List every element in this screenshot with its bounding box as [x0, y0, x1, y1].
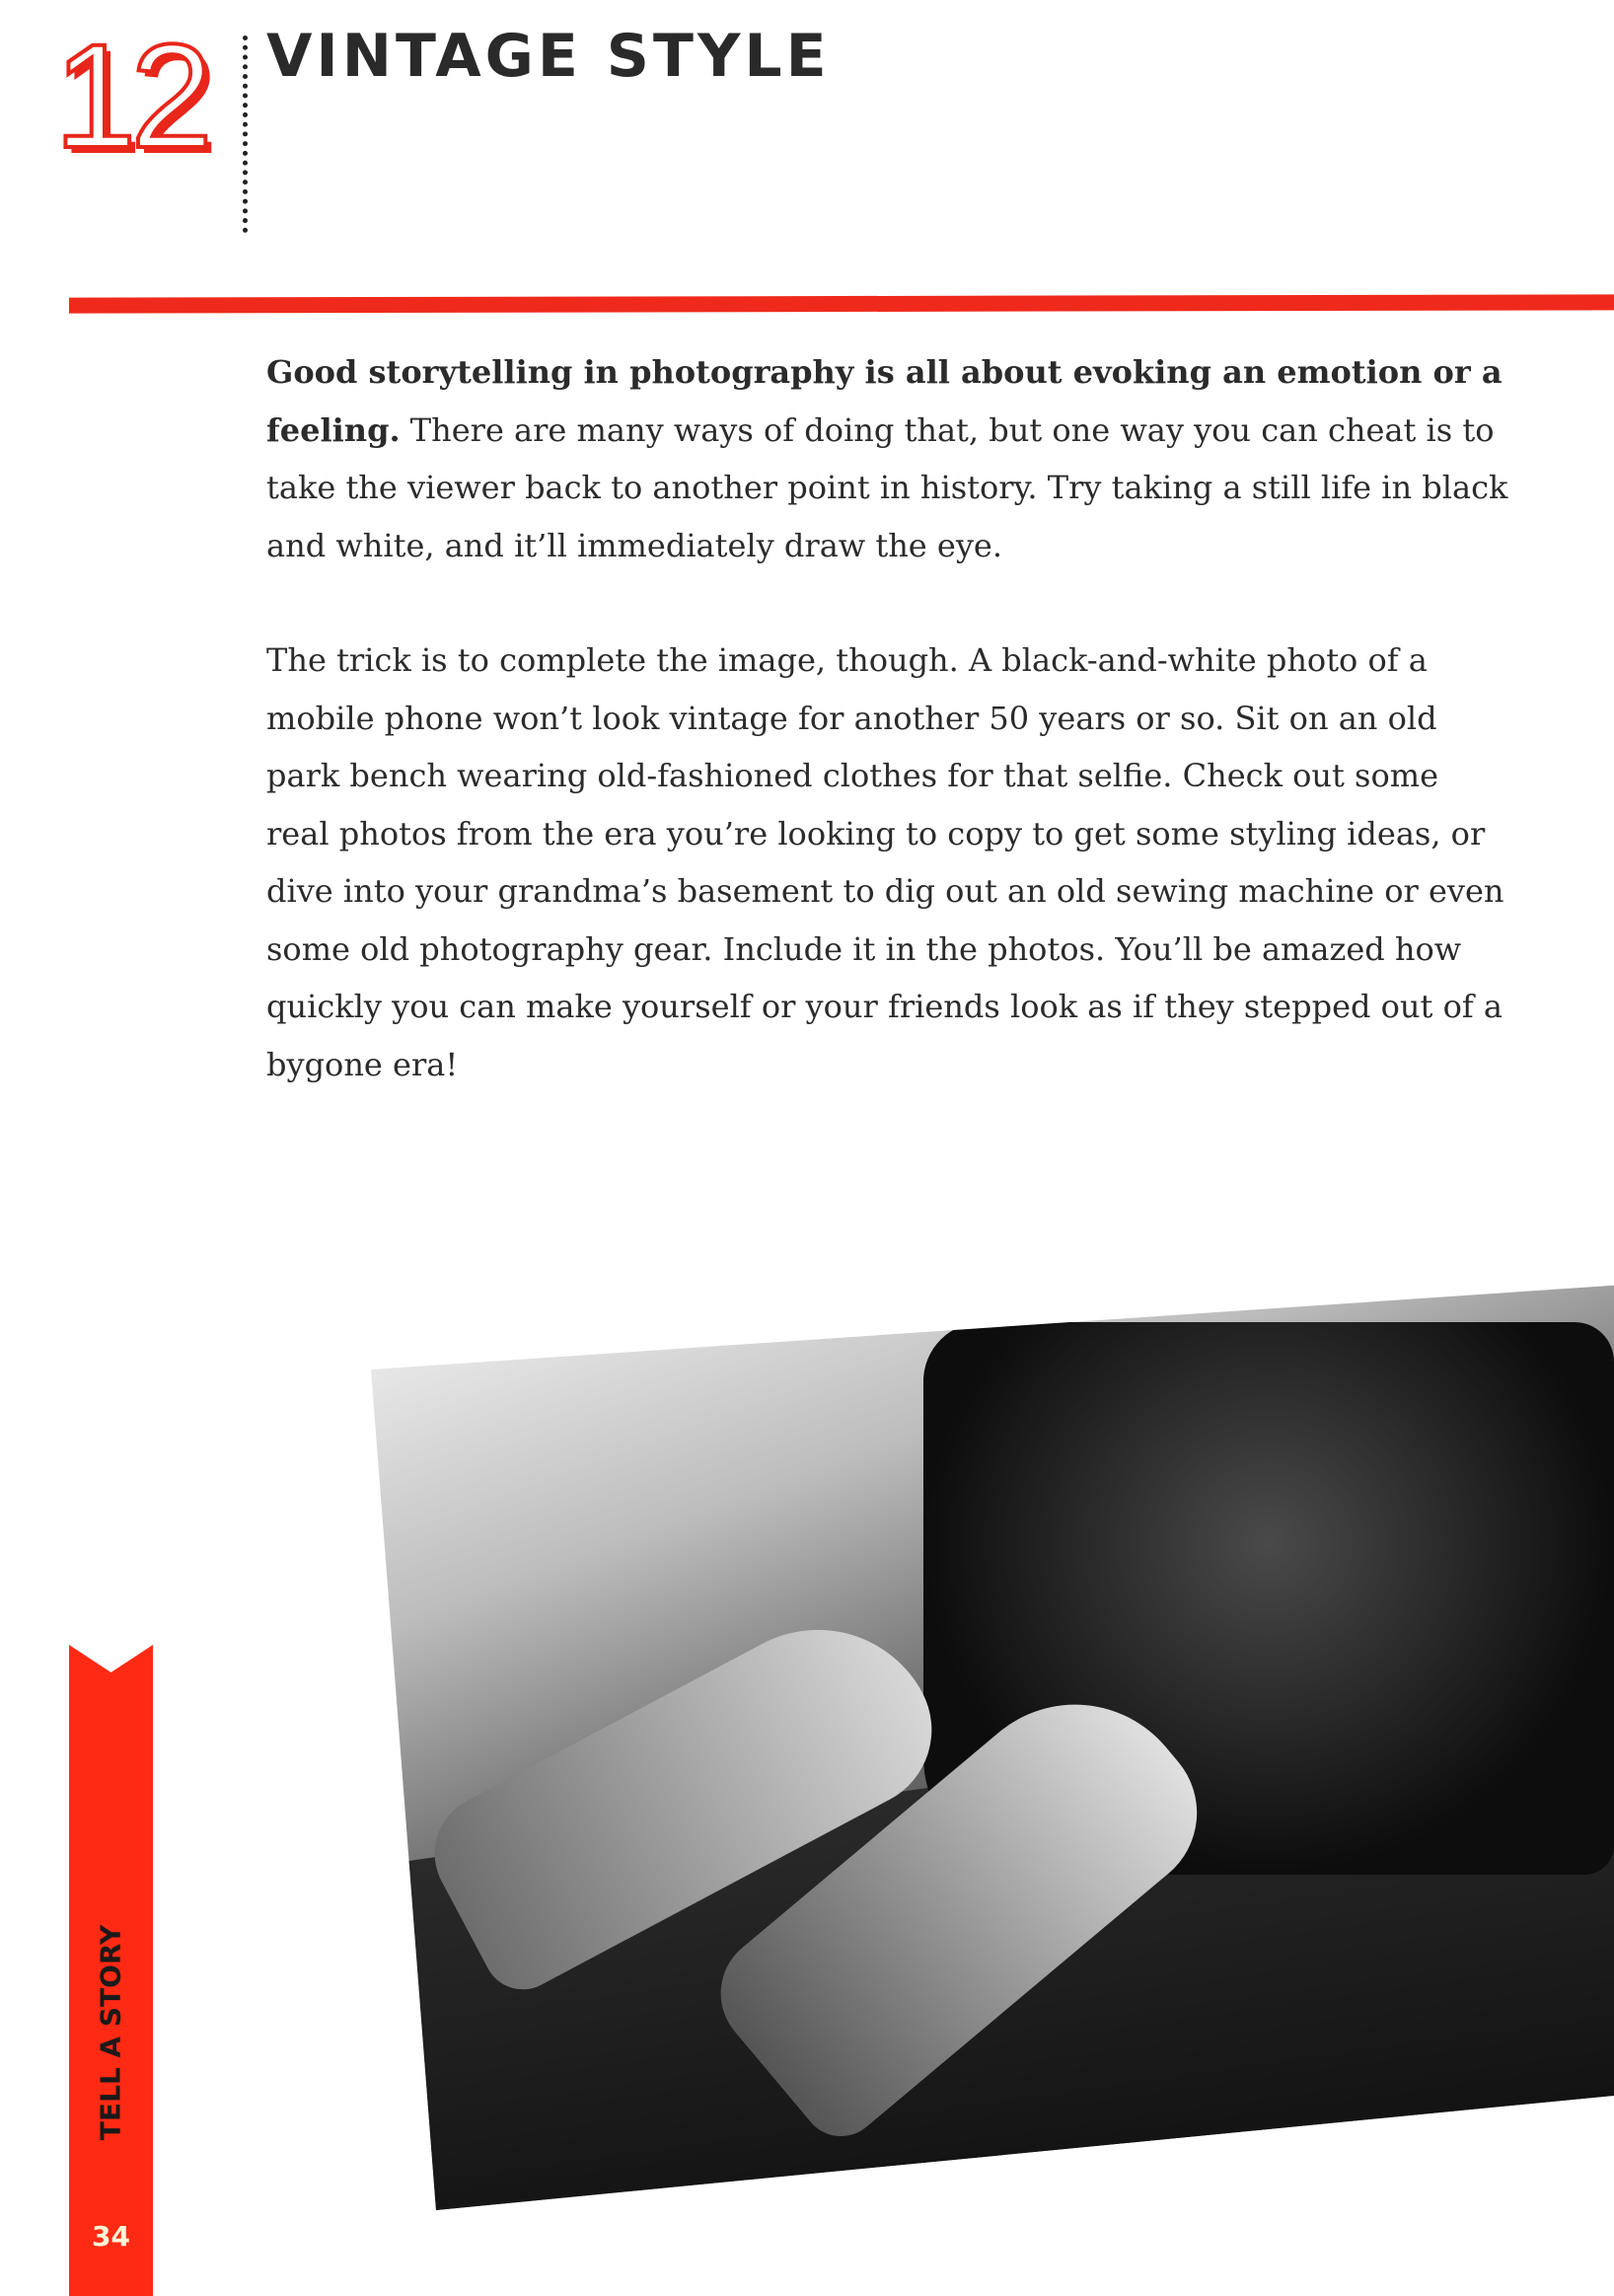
- paragraph-1: [266, 343, 1509, 574]
- body-text: [266, 343, 1509, 1150]
- dotted-divider: [243, 36, 248, 233]
- chapter-number: 12: [54, 13, 207, 179]
- red-rule-divider: [69, 294, 1614, 313]
- paragraph-2: The trick is to complete the image, though. A black-and-white photo of a mobile phone won’t look vintage for another 50 years or so. Sit on an old park bench wearing old-fashioned clothes for that selfie. Check out some real photos from the era you’re looking to copy to get some styling ideas, or dive into your grandma’s basement to dig out an old sewing machine or even some old photography gear. Include it in the photos. You’ll be amazed how quickly you can make yourself or your friends look as if they stepped out of a bygone era!: [266, 641, 1504, 1083]
- page-number: 34: [92, 2220, 130, 2253]
- page-title: VINTAGE STYLE: [266, 22, 831, 91]
- typewriter-photo: [371, 1283, 1614, 2210]
- lead-rest: There are many ways of doing that, but one way you can cheat is to take the viewer back to another point in history. Try taking a still life in black and white, and it’ll immediately draw the eye.: [266, 410, 1508, 564]
- lead-sentence: Good storytelling in photography is all about evoking an emotion or a feeling.: [266, 353, 1503, 449]
- section-label: TELL A STORY: [94, 1924, 127, 2141]
